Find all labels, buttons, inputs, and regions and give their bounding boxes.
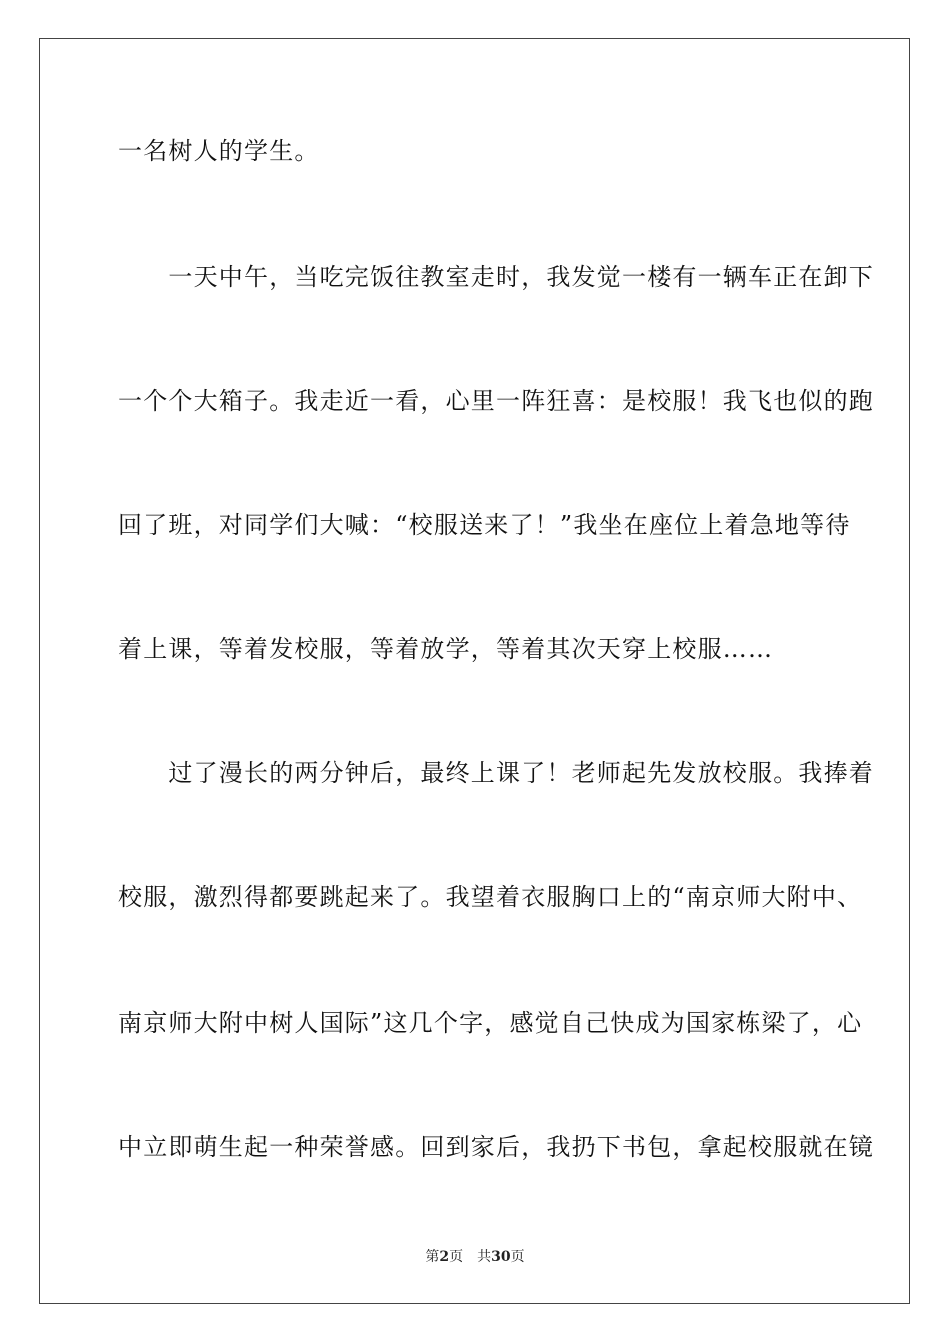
page-frame [39,38,910,1304]
body-line-3: 一个个大箱子。我走近一看，心里一阵狂喜：是校服！我飞也似的跑 [118,387,874,415]
body-line-4: 回了班，对同学们大喊：“校服送来了！”我坐在座位上着急地等待 [118,511,851,539]
page-footer [0,1248,950,1266]
footer-page-prefix: 第 [425,1249,440,1265]
footer-total-prefix: 共 [477,1249,492,1265]
footer-total-suffix: 页 [510,1249,525,1265]
body-line-8: 南京师大附中树人国际”这几个字，感觉自己快成为国家栋梁了，心 [118,1009,863,1037]
body-line-6: 过了漫长的两分钟后，最终上课了！老师起先发放校服。我捧着 [118,759,874,787]
body-line-9: 中立即萌生起一种荣誉感。回到家后，我扔下书包，拿起校服就在镜 [118,1133,874,1161]
body-line-1: 一名树人的学生。 [118,137,320,165]
footer-page-number: 2 [439,1249,450,1265]
body-line-2: 一天中午，当吃完饭往教室走时，我发觉一楼有一辆车正在卸下 [118,263,874,291]
body-line-7: 校服，激烈得都要跳起来了。我望着衣服胸口上的“南京师大附中、 [118,883,863,911]
body-line-5: 着上课，等着发校服，等着放学，等着其次天穿上校服…… [118,635,774,663]
footer-page-suffix: 页 [449,1249,464,1265]
footer-total-pages: 30 [491,1249,511,1265]
